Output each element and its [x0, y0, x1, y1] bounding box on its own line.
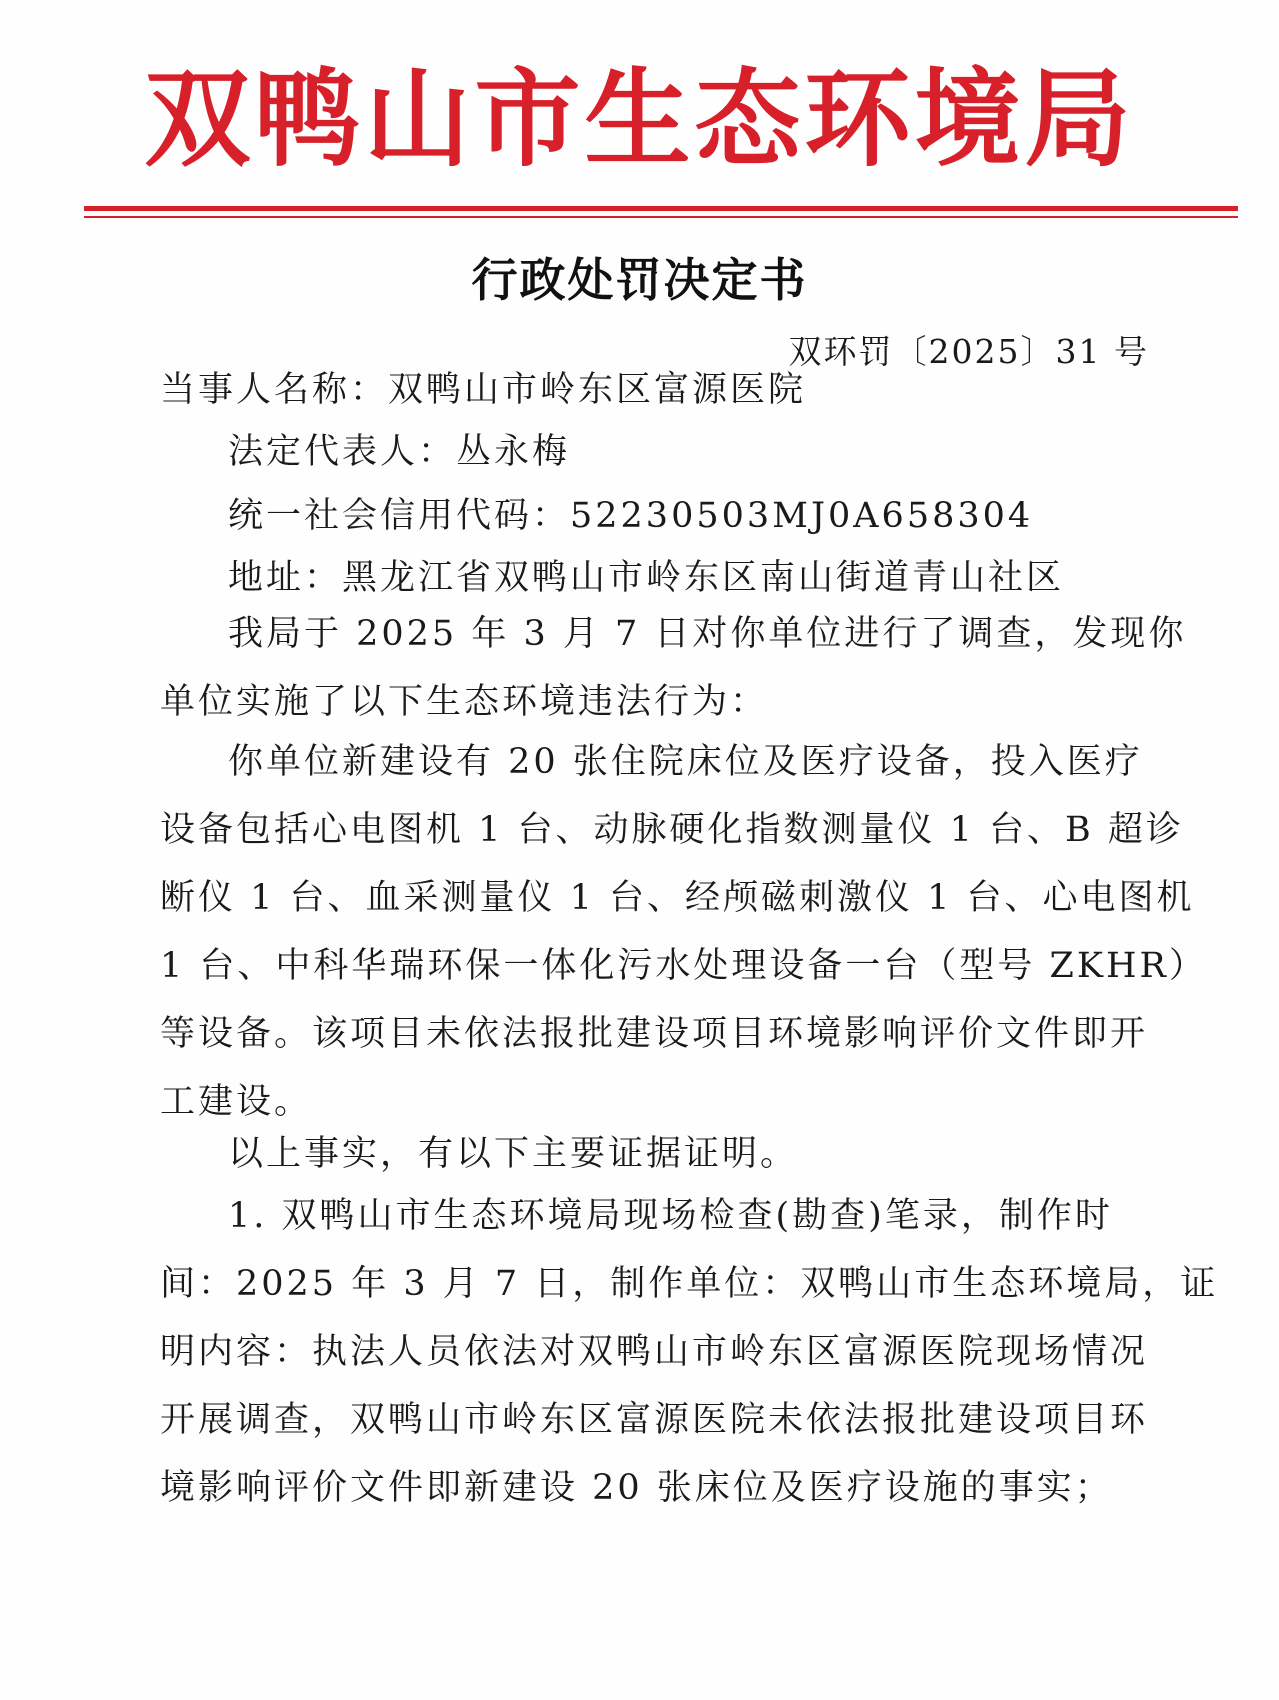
evidence-line: 境影响评价文件即新建设 20 张床位及医疗设施的事实；	[160, 1468, 1113, 1508]
evidence-intro-paragraph	[160, 1120, 1155, 1188]
document-title: 行政处罚决定书	[471, 253, 808, 307]
address-line: 地址：黑龙江省双鸭山市岭东区南山街道青山社区	[228, 558, 1065, 598]
red-divider-rule	[84, 206, 1238, 220]
evidence-intro-line: 以上事实，有以下主要证据证明。	[228, 1134, 799, 1174]
credit-code-line: 统一社会信用代码：52230503MJ0A658304	[228, 496, 1034, 536]
evidence-line: 开展调查，双鸭山市岭东区富源医院未依法报批建设项目环	[160, 1400, 1149, 1440]
evidence-line: 明内容：执法人员依法对双鸭山市岭东区富源医院现场情况	[160, 1332, 1149, 1372]
intro-line: 我局于 2025 年 3 月 7 日对你单位进行了调查，发现你	[228, 614, 1187, 654]
red-rule-thin	[84, 216, 1238, 218]
legal-rep-line: 法定代表人：丛永梅	[228, 432, 571, 472]
party-name-line: 当事人名称：双鸭山市岭东区富源医院	[160, 370, 807, 410]
intro-line: 单位实施了以下生态环境违法行为：	[160, 682, 769, 722]
violation-line: 设备包括心电图机 1 台、动脉硬化指数测量仪 1 台、B 超诊	[160, 810, 1184, 850]
violation-paragraph	[160, 728, 1207, 1136]
evidence-line: 1. 双鸭山市生态环境局现场检查(勘查)笔录，制作时	[228, 1196, 1113, 1236]
red-rule-thick	[84, 206, 1238, 211]
violation-line: 你单位新建设有 20 张住院床位及医疗设备，投入医疗	[228, 742, 1143, 782]
violation-line: 1 台、中科华瑞环保一体化污水处理设备一台（型号 ZKHR）	[160, 946, 1207, 986]
agency-letterhead: 双鸭山市生态环境局	[144, 58, 1135, 181]
evidence-line: 间：2025 年 3 月 7 日，制作单位：双鸭山市生态环境局，证	[160, 1264, 1219, 1304]
document-number: 双环罚〔2025〕31 号	[788, 332, 1149, 371]
violation-line: 等设备。该项目未依法报批建设项目环境影响评价文件即开	[160, 1014, 1149, 1054]
evidence-paragraph	[160, 1182, 1219, 1522]
violation-line: 工建设。	[160, 1082, 313, 1122]
violation-line: 断仪 1 台、血采测量仪 1 台、经颅磁刺激仪 1 台、心电图机	[160, 878, 1195, 918]
intro-paragraph	[160, 600, 1187, 736]
